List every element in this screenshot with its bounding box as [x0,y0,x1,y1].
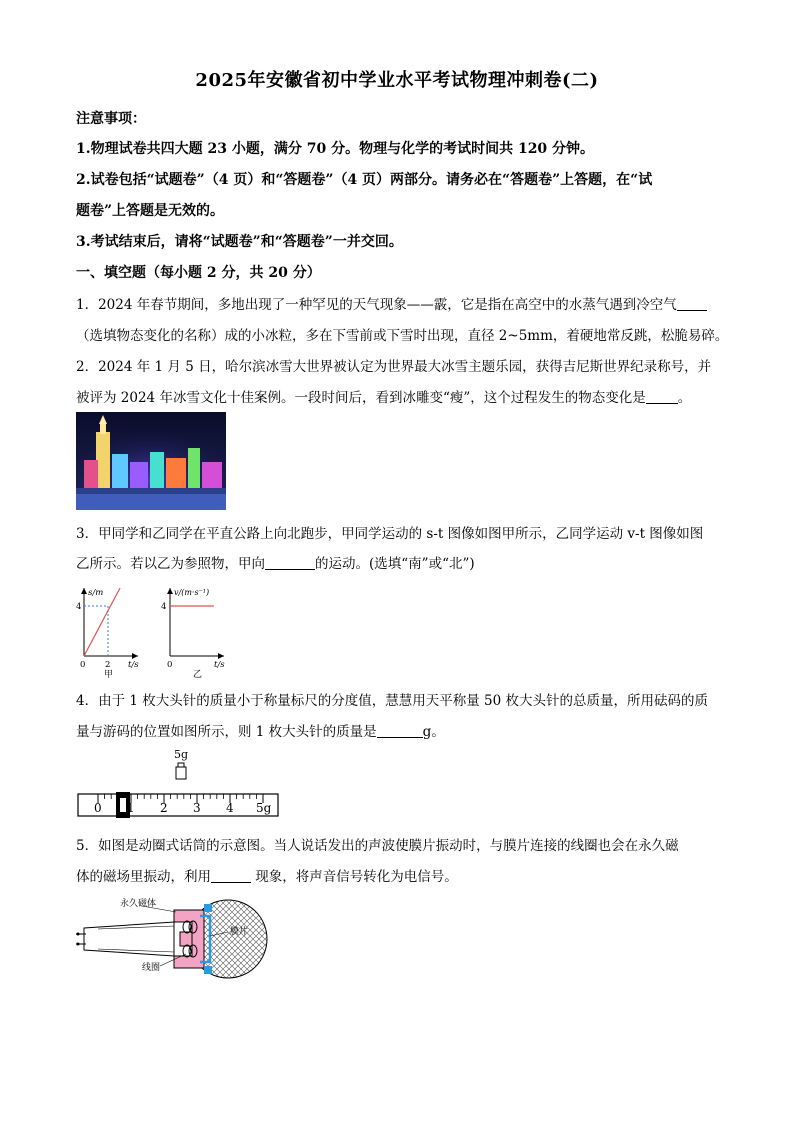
question-2-end: 。 [677,390,692,406]
scale-tick-label: 2 [160,801,168,815]
y-axis-label: s/m [88,588,104,598]
question-4-text-b: g。 [422,724,445,740]
microphone-figure [76,894,272,986]
weight-icon [176,763,186,779]
question-3-text-a: 乙所示。若以乙为参照物，甲向 [76,556,265,572]
label-permanent-magnet: 永久磁体 [120,899,157,909]
question-5-text-a: 体的磁场里振动，利用 [76,869,211,885]
graph-yi [158,584,234,678]
x-axis-arrow [132,653,138,659]
origin-label: 0 [167,660,173,670]
origin-label: 0 [80,660,86,670]
question-3-line-1: 3．甲同学和乙同学在平直公路上向北跑步，甲同学运动的 s-t 图像如图甲所示，乙同学运动 v-t 图像如图 [76,526,704,542]
x-axis-label: t/s [214,660,225,670]
permanent-magnet [174,910,204,968]
question-2-text: 被评为 2024 年冰雪文化十佳案例。一段时间后，看到冰雕变“瘦”，这个过程发生的物态变化是 [76,390,646,406]
question-5-line-2 [76,865,726,885]
question-3-line-2 [76,552,726,572]
question-5-line-1: 5．如图是动圈式话筒的示意图。当人说话发出的声波使膜片振动时，与膜片连接的线圈也会在永久磁 [76,838,679,854]
scale-ruler [78,794,278,816]
question-4-text-a: 量与游码的位置如图所示，则 1 枚大头针的质量是 [76,724,377,740]
balance-scale-figure [76,746,282,822]
question-1-line-2: （选填物态变化的名称）成的小冰粒，多在下雪前或下雪时出现，直径 2~5mm，着硬地常反跳，松脆易碎。 [76,328,729,344]
x-axis-arrow [218,653,224,659]
data-line [84,588,120,656]
notice-item-3: 3.考试结束后，请将“试题卷”和“答题卷”一并交回。 [76,234,403,250]
answer-blank [677,296,707,311]
y-axis-arrow [81,588,87,594]
question-5-text-b: 现象，将声音信号转化为电信号。 [251,869,458,885]
ice-world-photo [76,412,226,510]
label-coil: 线圈 [142,963,161,973]
mic-handle [76,922,174,956]
label-membrane: 膜片 [230,927,249,937]
question-4-line-2 [76,720,726,740]
y-axis-arrow [167,588,173,594]
question-1-text: 1．2024 年春节期间，多地出现了一种罕见的天气现象——霰，它是指在高空中的水蒸气遇到冷空气 [76,297,677,313]
scale-tick-label: 3 [193,801,201,815]
answer-blank [646,389,678,404]
section-heading: 一、填空题（每小题 2 分，共 20 分） [76,265,321,281]
graph-jia [76,584,148,678]
notice-item-2-line-2: 题卷”上答题是无效的。 [76,203,225,219]
question-4-line-1: 4．由于 1 枚大头针的质量小于称量标尺的分度值，慧慧用天平称量 50 枚大头针的总质量，所用砝码的质 [76,693,709,709]
question-2-line-1: 2．2024 年 1 月 5 日，哈尔滨冰雪大世界被认定为世界最大冰雪主题乐园，获得吉尼斯世界纪录称号，并 [76,359,712,375]
notice-item-2-line-1: 2.试卷包括“试题卷”（4 页）和“答题卷”（4 页）两部分。请务必在“答题卷”上答题，在“试 [76,172,653,188]
y-axis-label: v/(m·s⁻¹) [174,588,210,597]
graph-caption: 甲 [104,670,114,678]
scale-tick-label: 0 [94,801,102,815]
x-tick-label: 2 [105,660,111,670]
x-axis-label: t/s [128,660,139,670]
y-tick-label: 4 [161,602,167,612]
notice-item-1: 1.物理试卷共四大题 23 小题，满分 70 分。物理与化学的考试时间共 120 分钟。 [76,141,595,157]
page-title: 2025年安徽省初中学业水平考试物理冲刺卷(二) [195,70,599,91]
y-tick-label: 4 [76,602,82,612]
scale-tick-label: 4 [226,801,234,815]
answer-blank [377,723,423,738]
scale-tick-label: 5g [256,801,272,815]
weight-label: 5g [174,748,189,761]
notice-heading: 注意事项： [76,111,146,127]
question-2-line-2 [76,386,726,406]
answer-blank [211,868,251,883]
answer-blank [265,555,315,570]
question-1-line-1 [76,293,726,313]
graph-caption: 乙 [193,670,203,678]
question-3-text-b: 的运动。(选填“南”或“北”) [315,556,475,572]
scale-tick-label: 1 [127,801,135,815]
